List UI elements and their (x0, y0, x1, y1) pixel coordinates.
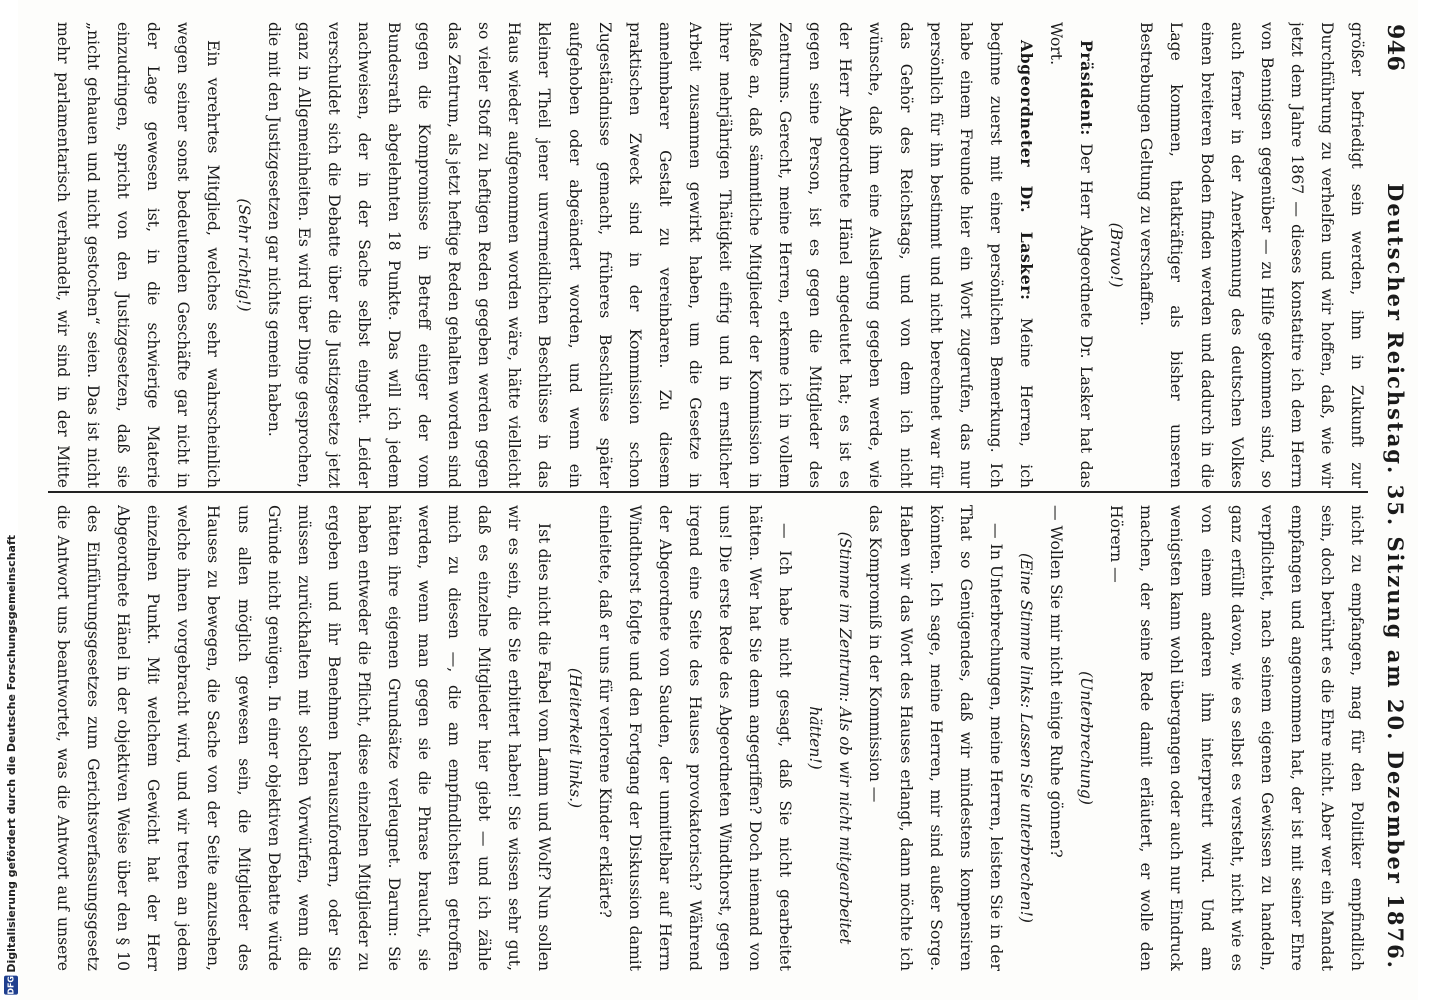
left-column (42, 22, 1372, 488)
document-page (18, 0, 1418, 1000)
stage-direction: (Sehr richtig!) (234, 198, 253, 312)
speech-text: Der Herr Abgeordnete Dr. Lasker hat das Wort. (1047, 22, 1096, 488)
page-title: Deutscher Reichstag. 35. Sitzung am 20. Dezember 1876. (1383, 183, 1408, 970)
speaker-name: Präsident: (1077, 40, 1097, 136)
speaker-name: Abgeordneter Dr. Lasker: (1016, 40, 1036, 301)
text-paragraph: Ist dies nicht die Fabel vom Lamm und Wolf? Nun sollen wir es sein, die Sie erbittert haben! Sie wissen sehr gut, daß es einzelne Mitglieder hier giebt — und ich zähle mich zu diesen —, die am empfindlichsten getroffen werden, wenn man gegen sie die Phrase braucht, sie hätten ihre eigenen Grundsätze verleugnet. Darum: Sie haben entweder die Pflicht, diese einzelnen Mitglieder zu ergeben und ihr Benehmen herauszufordern, oder Sie müssen zurückhalten mit solchen Vorwürfen, wenn die Gründe nicht genügen. In einer objektiven Debatte würde uns allen möglich gewesen sein, die Mitglieder des Hauses zu bewegen, die Sache von der Seite anzusehen, welche ihnen vorgebracht wird, und wir treten an jedem einzelnen Punkt. Mit welchem Gewicht hat der Herr Abgeordnete Hänel in der objektiven Weise über den § 10 des Einführungsgesetzes zum Gerichtsverfassungsgesetz die Antwort uns beantwortet, was die Antwort auf unsere (53, 505, 554, 971)
speech-paragraph (259, 22, 1041, 488)
speech-paragraph (1041, 22, 1101, 488)
stage-direction: (Unterbrechung) (1077, 671, 1096, 805)
right-column (42, 505, 1372, 971)
text-paragraph: — In Unterbrechungen, meine Herren, leisten Sie in der That so Genügendes, daß wir mindestens kompensiren könnten. Ich sage, meine Herren, mir sind außer Sorge. Haben wir das Wort des Hauses erlangt, dann möchte ich das Kompromiß in der Kommission — (866, 505, 1005, 971)
dfg-logo: DFG (4, 976, 18, 995)
column-divider (48, 491, 1368, 493)
stage-direction: (Eine Stimme links: Lassen Sie unterbrechen!) (1016, 553, 1035, 923)
stage-direction: (Bravo!) (1107, 222, 1126, 288)
stage-direction: (Stimme im Zentrum: Als ob wir nicht mitgearbeitet hätten!) (806, 531, 855, 945)
text-paragraph: größer befriedigt sein werden, ihm in Zukunft zur Durchführung zu verhelfen und wir hoffen, daß, wie wir jetzt dem Jahre 1867 — dieses konstatire ich dem Herrn von Bennigsen gegenüber — zu Hilfe gekommen sind, so auch ferner in der Anerkennung des deutschen Volkes einen breiteren Boden finden werden und dadurch in die Lage kommen, thatkräftiger als bisher unseren Bestrebungen Geltung zu verschaffen. (1137, 22, 1366, 488)
page-number: 946 (1382, 24, 1408, 72)
text-paragraph: nicht zu empfangen, mag für den Politiker empfindlich sein, doch berührt es die Ehre nicht. Aber wer ein Mandat empfangen und angenommen hat, der ist mit seiner Ehre verpflichtet, nach seinem eigenen Gewissen zu handeln, ganz erfüllt davon, wie es selbst es versteht, nicht wie es von einem anderen ihm interpretirt wird. Und am wenigsten kann wohl übergangen oder auch nur Eindruck machen, der seine Rede damit erläutert, er wolle den Hörern — (1107, 505, 1366, 971)
digitization-footer (3, 534, 19, 995)
stage-direction: (Heiterkeit links.) (565, 667, 584, 809)
text-paragraph: Ein verehrtes Mitglied, welches sehr wahrscheinlich wegen seiner sonst bedeutenden Geschäfte gar nicht in der Lage gewesen ist, in die schwierige Materie einzudringen, spricht von den Justizgesetzen, daß sie „nicht gehauen und nicht gestochen“ seien. Das ist nicht mehr parlamentarisch verhandelt, wir sind in der Mitte (53, 22, 223, 488)
text-paragraph: — Wollen Sie mir nicht einige Ruhe gönnen? (1047, 505, 1066, 858)
page-header (1374, 24, 1408, 970)
speech-text: Meine Herren, ich beginne zuerst mit einer persönlichen Bemerkung. Ich habe einem Freunde hier ein Wort zugerufen, das nur persönlich für ihn bestimmt und nicht berechnet war für das Gehör des Reichstags, und von dem ich nicht wünsche, daß ihm eine Auslegung gegeben werde, wie der Herr Abgeordnete Hänel angedeutet hat; es ist es gegen seine Person, ist es gegen die Mitglieder des Zentrums. Gerecht, meine Herren, erkenne ich in vollem Maße an, daß sämmtliche Mitglieder der Kommission in ihrer mehrjährigen Thätigkeit eifrig und in ernstlicher Arbeit zusammen gewirkt haben, um die Gesetze in annehmbarer Gestalt zu vereinbaren. Zu diesem praktischen Zweck sind in der Kommission schon Zugeständnisse gemacht, früheres Beschlüsse später aufgehoben oder abgeändert worden, und wenn ein kleiner Theil jener unvermeidlichen Beschlüsse in das Haus wieder aufgenommen worden wäre, hätte vielleicht so vieler Stoff zu heftigen Reden gegeben werden gegen das Zentrum, als jetzt heftige Reden gehalten worden sind gegen die Kompromisse in Betreff einiger der vom Bundesrath abgelehnten 18 Punkte. Das will ich jedem nachweisen, der in der Sache selbst eingeht. Leider verschuldet sich die Debatte über die Justizgesetze jetzt ganz in Allgemeinheiten. Es wird über Dinge gesprochen, die mit den Justizgesetzen gar nichts gemein haben. (264, 22, 1035, 488)
text-paragraph: — Ich habe nicht gesagt, daß Sie nicht gearbeitet hätten. Wer hat Sie denn angegriffen? Doch niemand von uns! Die erste Rede des Abgeordneten Windthorst, gegen irgend eine Seite des Hauses provokatorisch? Während der Abgeordnete von Sauden, der unmittelbar auf Herrn Windthorst folgte und den Fortgang der Diskussion damit einleitete, daß er uns für verlorene Kinder erklärte? (595, 505, 795, 971)
funding-notice: Digitalisierung gefördert durch die Deutsche Forschungsgemeinschaft (4, 534, 18, 973)
